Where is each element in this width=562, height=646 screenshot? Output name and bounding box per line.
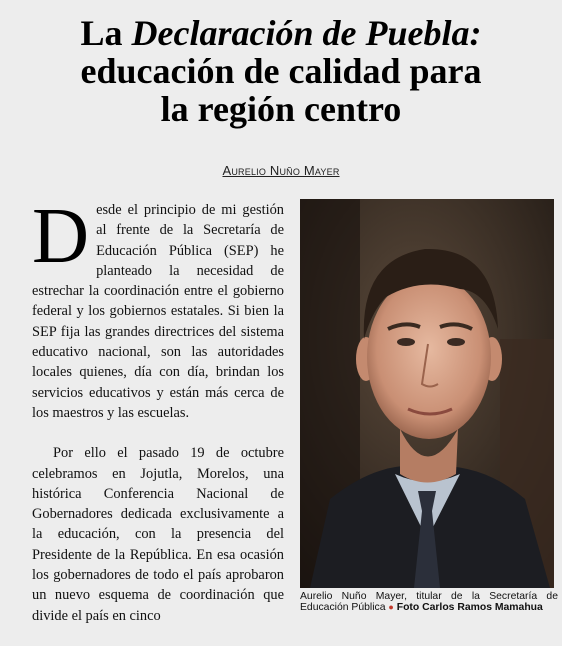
- photo-credit: Foto Carlos Ramos Mamahua: [396, 602, 543, 613]
- headline-line-2: educación de calidad para: [80, 51, 482, 91]
- caption-bullet-icon: ●: [388, 602, 394, 612]
- headline-line-3: la región centro: [160, 89, 402, 129]
- paragraph-1-text: esde el principio de mi gestión al frente de la Secretaría de Educación Pública (SEP) he planteado la necesidad de estrechar la coordinación entre el gobierno federal y los gobiernos estatales. Si bien la SEP fija las grandes directrices del sistema educativo nacional, son las autoridades locales quienes, día con día, brindan los servicios educativos y están más cerca de los maestros y las escuelas.: [32, 202, 284, 421]
- byline: [0, 163, 562, 178]
- article-photo: [300, 199, 554, 588]
- headline-italic: Declaración de Puebla:: [131, 13, 482, 53]
- portrait-image: [300, 199, 554, 588]
- paragraph-1: [32, 193, 284, 423]
- headline-line-1: [0, 14, 562, 52]
- drop-cap: D: [32, 193, 90, 280]
- article-headline: [0, 14, 562, 128]
- author-link[interactable]: Aurelio Nuño Mayer: [222, 163, 340, 178]
- paragraph-2: Por ello el pasado 19 de octubre celebramos en Jojutla, Morelos, una histórica Conferencia Nacional de Gobernadores dedicada exclusivamente a la educación, con la presencia del Presidente de la República. En esa ocasión los gobernadores de todo el país aprobaron un nuevo esquema de coordinación que divide el país en cinco: [32, 445, 284, 624]
- article-body: [32, 193, 284, 646]
- photo-caption: [300, 591, 558, 613]
- caption-text: Aurelio Nuño Mayer, titular de la Secretaría de Educación Pública: [300, 591, 558, 613]
- headline-prefix: La: [80, 13, 132, 53]
